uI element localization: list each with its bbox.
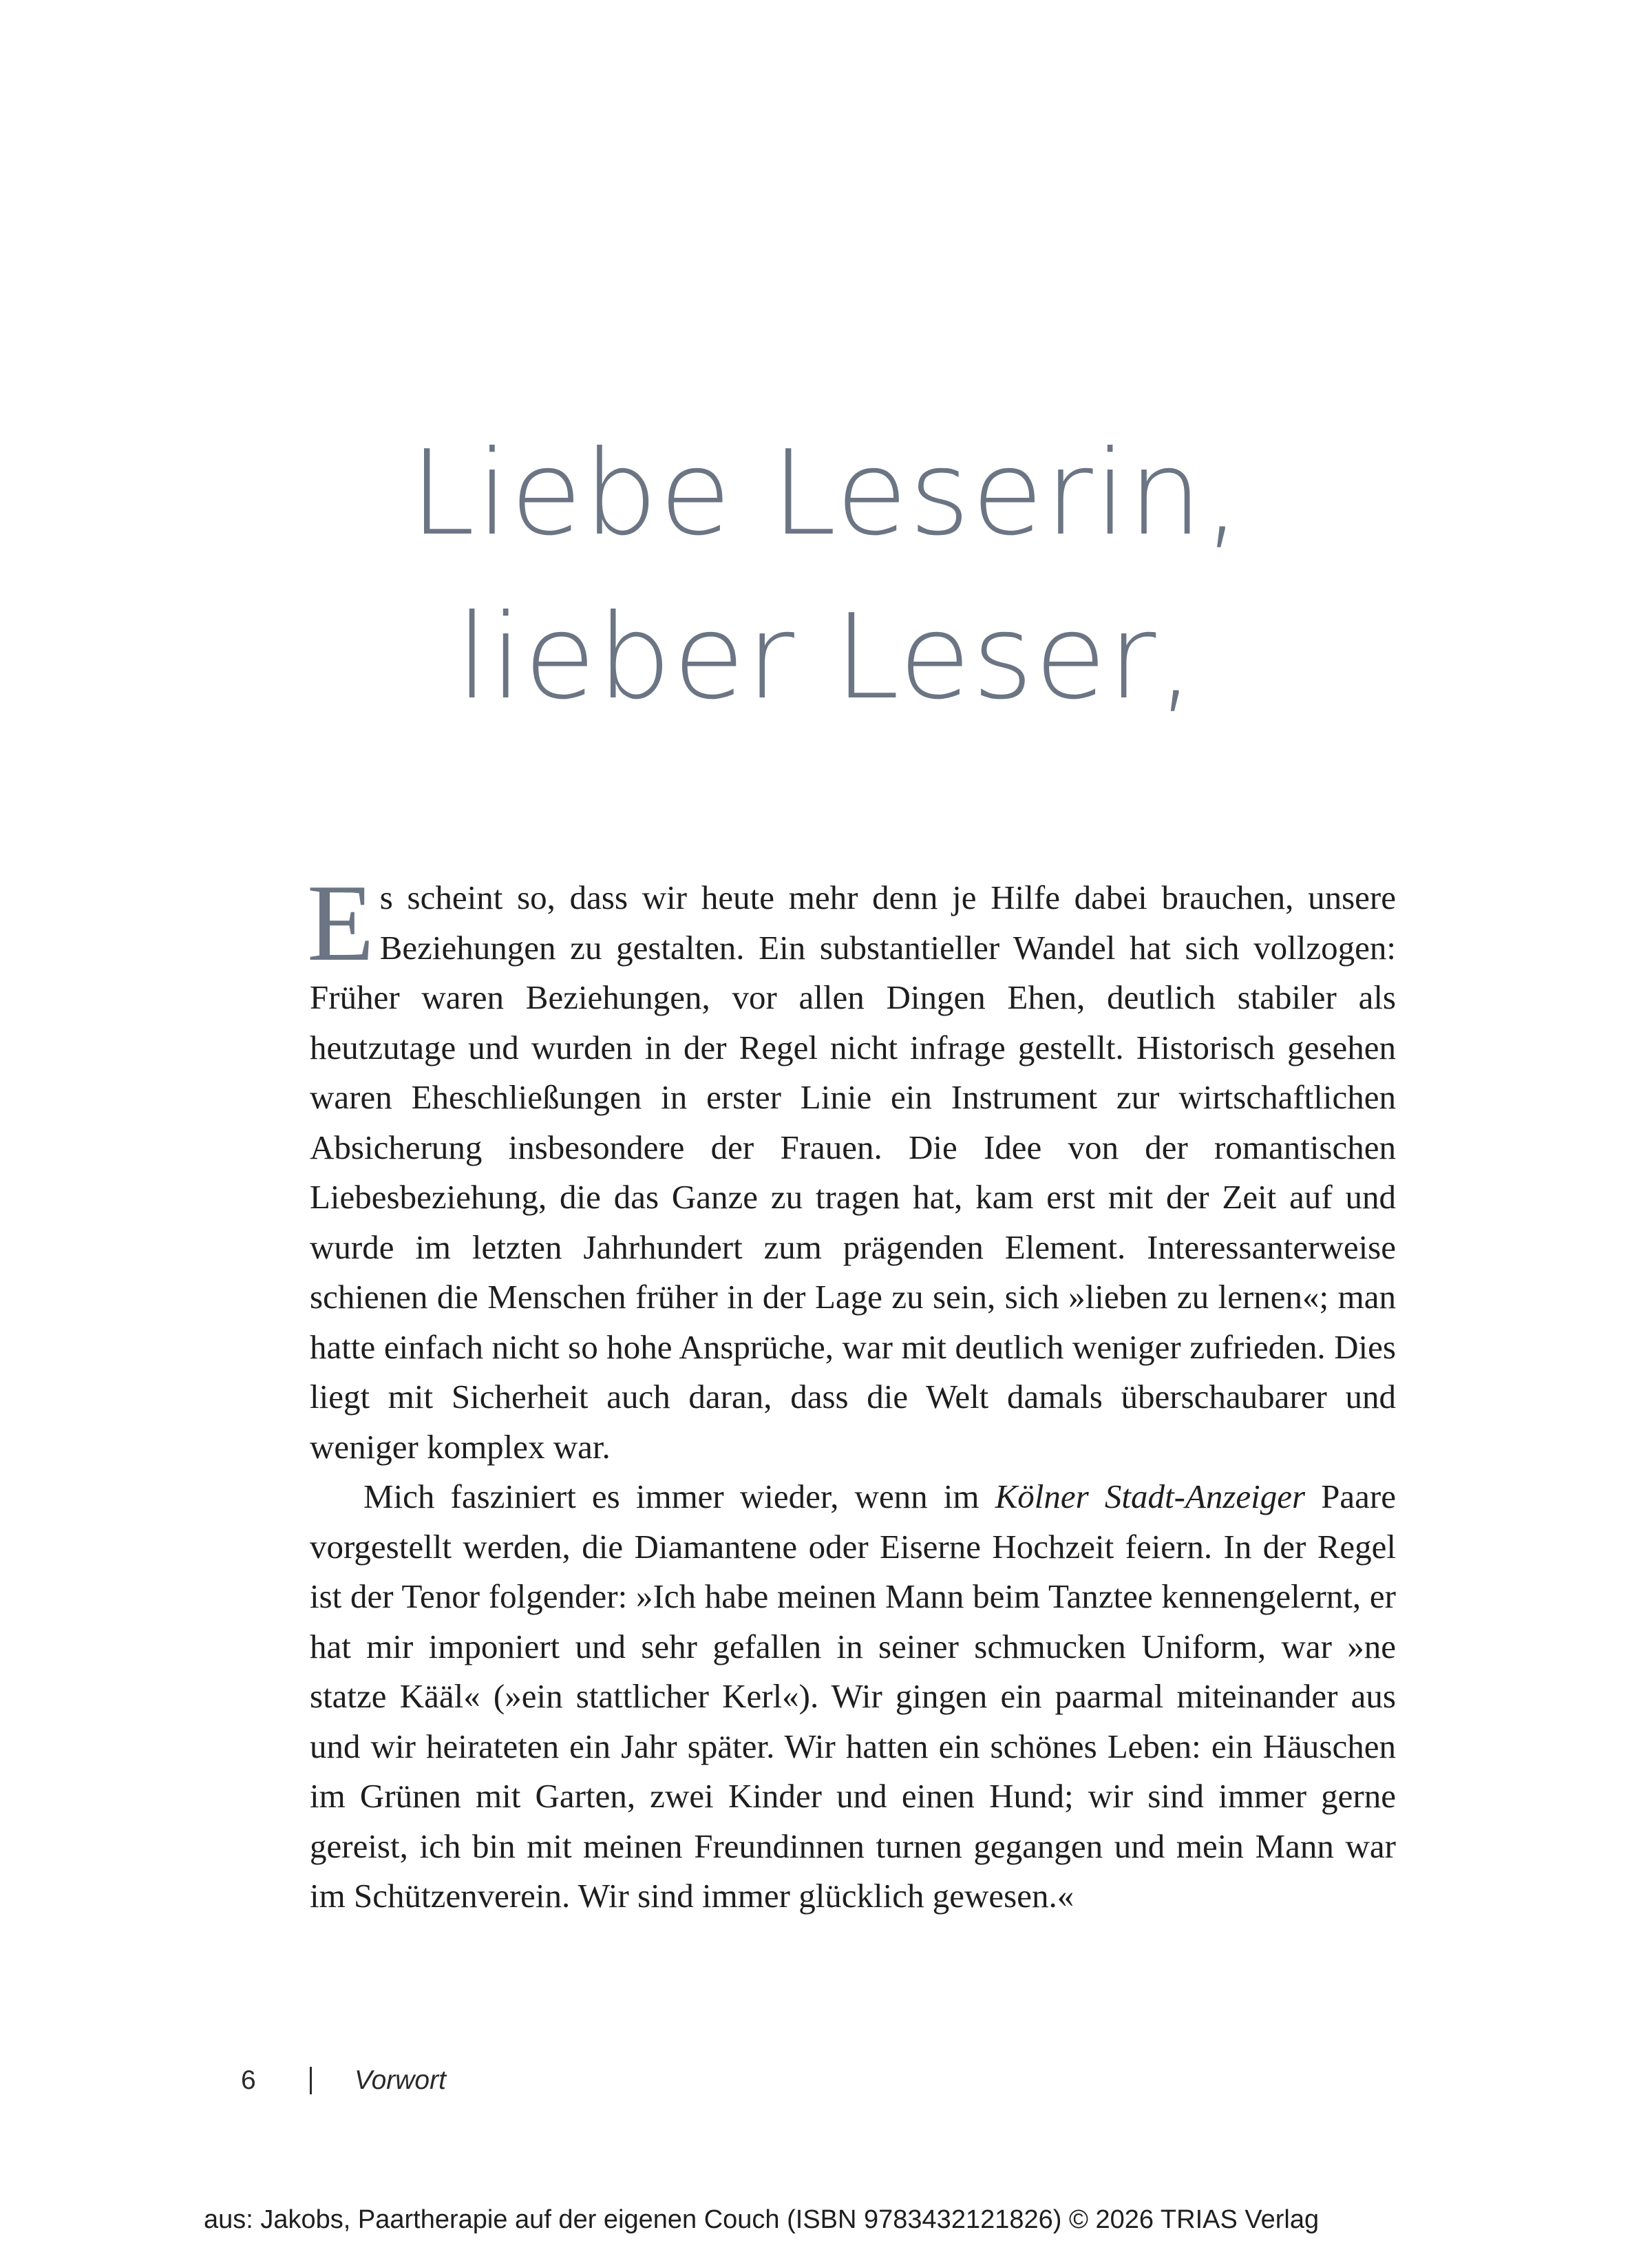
body-text bbox=[307, 861, 1396, 1922]
footer-separator bbox=[310, 2067, 312, 2094]
drop-cap: E bbox=[307, 861, 374, 984]
page-title bbox=[0, 412, 1652, 739]
page-title-line-2: lieber Leser, bbox=[456, 589, 1196, 726]
paragraph-1-text: s scheint so, dass wir heute mehr denn je Hilfe dabei brauchen, unsere Beziehungen zu gestalten. Ein substantieller Wandel hat sich vollzogen: Früher waren Beziehungen, vor allen Dingen Ehen, deutlich stabiler als heutzutage und wurden in der Regel nicht infrage gestellt. Historisch gesehen waren Eheschließungen in erster Linie ein Instrument zur wirtschaftlichen Absicherung insbesondere der Frauen. Die Idee von der romantischen Liebesbeziehung, die das Ganze zu tragen hat, kam erst mit der Zeit auf und wurde im letzten Jahrhundert zum prägenden Element. Interessanterweise schienen die Menschen früher in der Lage zu sein, sich »lieben zu lernen«; man hatte einfach nicht so hohe Ansprüche, war mit deutlich weniger zufrieden. Dies liegt mit Sicherheit auch daran, dass die Welt damals überschaubarer und weniger komplex war. bbox=[310, 878, 1396, 1466]
paragraph-2-text-end: Paare vorgestellt werden, die Diamantene oder Eiserne Hochzeit feiern. In der Regel ist der Tenor folgender: »Ich habe meinen Mann beim Tanztee kennengelernt, er hat mir imponiert und sehr gefallen in seiner schmucken Uniform, war »ne statze Kääl« (»ein stattlicher Kerl«). Wir gingen ein paarmal miteinander aus und wir heirateten ein Jahr später. Wir hatten ein schönes Leben: ein Häuschen im Grünen mit Garten, zwei Kinder und einen Hund; wir sind immer gerne gereist, ich bin mit meinen Freundinnen turnen gegangen und mein Mann war im Schützenverein. Wir sind immer glücklich gewesen.« bbox=[310, 1477, 1396, 1915]
paragraph-1 bbox=[307, 861, 1396, 1472]
source-citation: aus: Jakobs, Paartherapie auf der eigenen Couch (ISBN 9783432121826) © 2026 TRIAS Verlag bbox=[204, 2205, 1320, 2234]
page-footer bbox=[241, 2065, 446, 2096]
section-name: Vorwort bbox=[354, 2065, 446, 2095]
paragraph-2 bbox=[310, 1472, 1396, 1922]
page-number: 6 bbox=[241, 2065, 256, 2095]
page-title-line-1: Liebe Leserin, bbox=[410, 425, 1242, 562]
paragraph-2-text-start: Mich fasziniert es immer wieder, wenn im bbox=[363, 1477, 995, 1515]
newspaper-title: Kölner Stadt-Anzeiger bbox=[995, 1477, 1306, 1515]
